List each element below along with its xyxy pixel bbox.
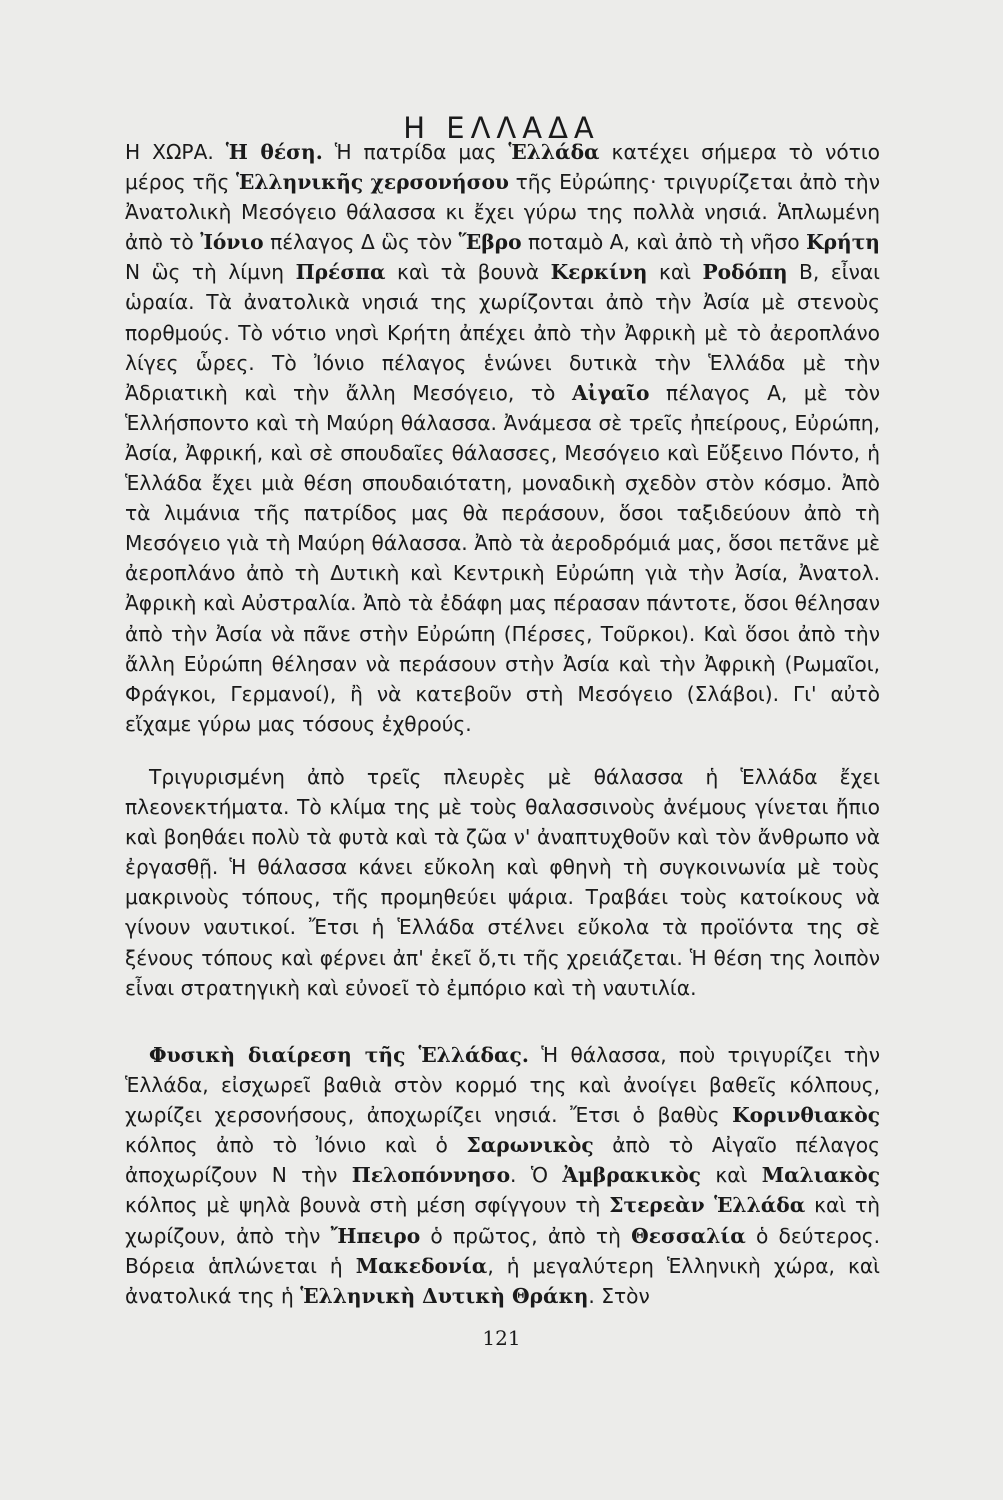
paragraph-physical-division bbox=[125, 1040, 880, 1311]
text-run: καὶ τὴ χωρίζουν, ἀπὸ τὴν bbox=[125, 1193, 880, 1248]
term-epirus: Ἤπειρο bbox=[330, 1223, 421, 1248]
term-thrace: Ἑλληνικὴ Δυτικὴ Θράκη bbox=[300, 1283, 589, 1308]
term-aegean: Αἰγαῖο bbox=[571, 380, 650, 405]
term-thessaly: Θεσσαλία bbox=[631, 1223, 746, 1248]
term-sterea: Στερεὰν Ἑλλάδα bbox=[609, 1193, 806, 1218]
text-run: Ν ὣς τὴ λίμνη bbox=[125, 260, 296, 285]
term-saronic: Σαρωνικὸς bbox=[466, 1133, 594, 1158]
term-peloponnese: Πελοπόννησο bbox=[351, 1163, 511, 1188]
text-run: καὶ τὰ βουνὰ bbox=[385, 260, 551, 285]
term-rodopi: Ροδόπη bbox=[702, 260, 788, 285]
subheading-position: Ἡ θέση. bbox=[225, 140, 323, 164]
text-run: ὁ δεύτερος. Βόρεια ἁπλώνεται ἡ bbox=[125, 1223, 880, 1278]
text-run: κατέχει σήμερα τὸ νότιο μέρος τῆς bbox=[125, 140, 881, 195]
term-evros: Ἕβρο bbox=[458, 230, 522, 255]
text-run: Ἡ πατρίδα μας bbox=[322, 140, 509, 164]
term-ionian: Ἰόνιο bbox=[200, 230, 264, 255]
subheading-physical-division: Φυσικὴ διαίρεση τῆς Ἑλλάδας. bbox=[149, 1043, 529, 1067]
term-kerkini: Κερκίνη bbox=[550, 260, 648, 285]
text-run: ὁ πρῶτος, ἀπὸ τὴ bbox=[420, 1223, 632, 1248]
text-run: . Ὁ bbox=[510, 1163, 563, 1188]
text-run: καὶ bbox=[700, 1163, 762, 1188]
term-macedonia: Μακεδονία bbox=[355, 1253, 488, 1278]
term-peninsula: Ἑλληνικῆς χερσονήσου bbox=[236, 170, 509, 195]
chapter-title: Η ΕΛΛΑΔΑ bbox=[403, 111, 600, 146]
term-corinthian: Κορινθιακὸς bbox=[732, 1103, 880, 1128]
text-run: Ἡ θάλασσα, ποὺ τριγυρίζει τὴν Ἑλλάδα, εἰσχωρεῖ βαθιὰ στὸν κορμό της καὶ ἀνοίγει βαθεῖς κόλπους, χωρίζει χερσονήσους, ἀποχωρίζει νησιά. Ἔτσι ὁ βαθὺς bbox=[125, 1043, 880, 1128]
paragraph-advantages-text: Τριγυρισμένη ἀπὸ τρεῖς πλευρὲς μὲ θάλασσα ἡ Ἑλλάδα ἔχει πλεονεκτήματα. Τὸ κλίμα της μὲ τοὺς θαλασσινοὺς ἀνέμους γίνεται ἤπιο καὶ βοηθάει πολὺ τὰ φυτὰ καὶ τὰ ζῶα ν' ἀναπτυχθοῦν καὶ τὸν ἄνθρωπο νὰ ἐργασθῇ. Ἡ θάλασσα κάνει εὔκολη καὶ φθηνὴ τὴ συγκοινωνία μὲ τοὺς μακρινοὺς τόπους, τῆς προμηθεύει ψάρια. Τραβάει τοὺς κατοίκους νὰ γίνουν ναυτικοί. Ἔτσι ἡ Ἑλλάδα στέλνει εὔκολα τὰ προϊόντα της σὲ ξένους τόπους καὶ φέρνει ἀπ' ἐκεῖ ὅ,τι τῆς χρειάζεται. Ἡ θέση της λοιπὸν εἶναι στρατηγικὴ καὶ εὐνοεῖ τὸ ἐμπόριο καὶ τὴ ναυτιλία. bbox=[125, 765, 880, 1000]
page-number: 121 bbox=[482, 1326, 521, 1350]
paragraph-advantages bbox=[125, 762, 880, 1003]
text-run: ποταμὸ Α, καὶ ἀπὸ τὴ νῆσο bbox=[521, 230, 807, 255]
section-heading-country: Η ΧΩΡΑ. bbox=[125, 140, 226, 164]
text-run: . Στὸν bbox=[588, 1283, 650, 1308]
text-run: ἀπὸ τὸ Αἰγαῖο πέλαγος ἀποχωρίζουν Ν τὴν bbox=[125, 1133, 880, 1188]
text-run: καὶ bbox=[647, 260, 703, 285]
term-prespa: Πρέσπα bbox=[295, 260, 386, 285]
text-run: Β, εἶναι ὡραία. Τὰ ἀνατολικὰ νησιά της χωρίζονται ἀπὸ τὴν Ἀσία μὲ στενοὺς πορθμούς. Τὸ νότιο νησὶ Κρήτη ἀπέχει ἀπὸ τὴν Ἀφρικὴ μὲ τὸ ἀεροπλάνο λίγες ὧρες. Τὸ Ἰόνιο πέλαγος ἑνώνει δυτικὰ τὴν Ἑλλάδα μὲ τὴν Ἀδριατικὴ καὶ τὴν ἄλλη Μεσόγειο, τὸ bbox=[125, 260, 880, 405]
text-run: πέλαγος Δ ὣς τὸν bbox=[263, 230, 459, 255]
term-greece: Ἑλλάδα bbox=[508, 140, 600, 164]
paragraph-position bbox=[125, 137, 880, 739]
text-run: πέλαγος Α, μὲ τὸν Ἑλλήσποντο καὶ τὴ Μαύρη θάλασσα. Ἀνάμεσα σὲ τρεῖς ἠπείρους, Εὐρώπη, Ἀσία, Ἀφρική, καὶ σὲ σπουδαῖες θάλασσες, Μεσόγειο καὶ Εὔξεινο Πόντο, ἡ Ἑλλάδα ἔχει μιὰ θέση σπουδαιότατη, μοναδικὴ σχεδὸν στὸν κόσμο. Ἀπὸ τὰ λιμάνια τῆς πατρίδος μας θὰ περάσουν, ὅσοι ταξιδεύουν ἀπὸ τὴ Μεσόγειο γιὰ τὴ Μαύρη θάλασσα. Ἀπὸ τὰ ἀεροδρόμιά μας, ὅσοι πετᾶνε μὲ ἀεροπλάνο ἀπὸ τὴ Δυτικὴ καὶ Κεντρικὴ Εὐρώπη γιὰ τὴν Ἀσία, Ἀνατολ. Ἀφρικὴ καὶ Αὐστραλία. Ἀπὸ τὰ ἐδάφη μας πέρασαν πάντοτε, ὅσοι θέλησαν ἀπὸ τὴν Ἀσία νὰ πᾶνε στὴν Εὐρώπη (Πέρσες, Τοῦρκοι). Καὶ ὅσοι ἀπὸ τὴν ἄλλη Εὐρώπη θέλησαν νὰ περάσουν στὴν Ἀσία καὶ τὴν Ἀφρικὴ (Ρωμαῖοι, Φράγκοι, Γερμανοί), ἢ νὰ κατεβοῦν στὴ Μεσόγειο (Σλάβοι). Γι' αὐτὸ εἴχαμε γύρω μας τόσους ἐχθρούς. bbox=[125, 380, 880, 736]
text-run: κόλπος ἀπὸ τὸ Ἰόνιο καὶ ὁ bbox=[125, 1133, 467, 1158]
text-run: κόλπος μὲ ψηλὰ βουνὰ στὴ μέση σφίγγουν τὴ bbox=[125, 1193, 610, 1218]
term-malian: Μαλιακὸς bbox=[761, 1163, 880, 1188]
term-ambracian: Ἀμβρακικὸς bbox=[562, 1163, 701, 1188]
text-run: τῆς Εὐρώπης· τριγυρίζεται ἀπὸ τὴν Ἀνατολικὴ Μεσόγειο θάλασσα κι ἔχει γύρω της πολλὰ νησιά. Ἁπλωμένη ἀπὸ τὸ bbox=[125, 170, 880, 255]
term-crete: Κρήτη bbox=[806, 230, 880, 255]
text-run: , ἡ μεγαλύτερη Ἑλληνικὴ χώρα, καὶ ἀνατολικά της ἡ bbox=[125, 1253, 881, 1308]
